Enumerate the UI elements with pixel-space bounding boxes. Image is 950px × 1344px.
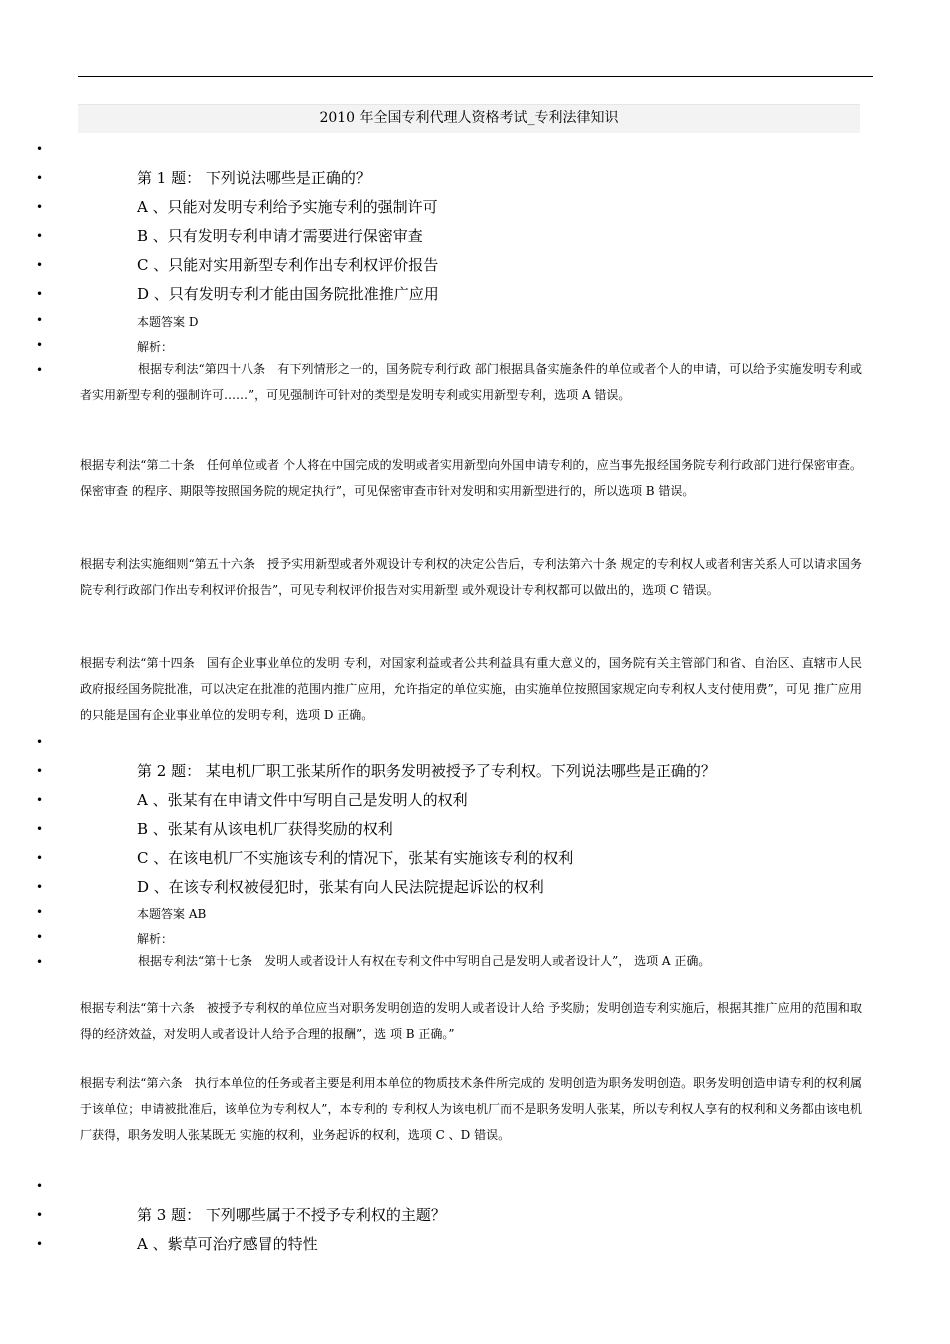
analysis-label: 解析： — [137, 340, 174, 354]
list-bullet: • — [36, 764, 44, 778]
list-bullet: • — [36, 200, 44, 214]
analysis-paragraph: 根据专利法“第六条 执行本单位的任务或者主要是利用本单位的物质技术条件所完成的 发明创造为职务发明创造。职务发明创造申请专利的权利属于该单位；申请被批准后，该单位为专利权人”，本专利的 专利权人为该电机厂而不是职务发明人张某，所以专利权人享有的权利和义务都由该电机厂获得，职务发明人张某既无 实施的权利，业务起诉的权利，选项 C 、D 错误。 — [80, 1076, 862, 1142]
option-c: C 、只能对实用新型专利作出专利权评价报告 — [137, 256, 439, 274]
option-b: B 、张某有从该电机厂获得奖励的权利 — [137, 820, 393, 838]
list-bullet: • — [36, 171, 44, 185]
option-b: B 、只有发明专利申请才需要进行保密审查 — [137, 227, 423, 245]
list-bullet: • — [36, 338, 44, 352]
document-title: 2010 年全国专利代理人资格考试_专利法律知识 — [78, 104, 860, 133]
option-d: D 、只有发明专利才能由国务院批准推广应用 — [137, 285, 439, 303]
option-a: A 、紫草可治疗感冒的特性 — [137, 1235, 318, 1253]
question-1: 第 1 题： 下列说法哪些是正确的？ — [137, 169, 371, 187]
list-bullet: • — [36, 955, 44, 969]
list-bullet: • — [36, 363, 44, 377]
question-2: 第 2 题： 某电机厂职工张某所作的职务发明被授予了专利权。下列说法哪些是正确的？ — [137, 762, 716, 780]
list-bullet: • — [36, 793, 44, 807]
analysis-paragraph: 根据专利法实施细则“第五十六条 授予实用新型或者外观设计专利权的决定公告后，专利法第六十条 规定的专利权人或者利害关系人可以请求国务院专利行政部门作出专利权评价报告”，可见专利权评价报告对实用新型 或外观设计专利权都可以做出的，选项 C 错误。 — [80, 557, 862, 597]
list-bullet: • — [36, 258, 44, 272]
list-bullet: • — [36, 1237, 44, 1251]
analysis-label: 解析： — [137, 932, 174, 946]
analysis-paragraph: 根据专利法“第十七条 发明人或者设计人有权在专利文件中写明自己是发明人或者设计人”， 选项 A 正确。 — [138, 954, 711, 968]
list-bullet: • — [36, 1208, 44, 1222]
analysis-paragraph: 根据专利法“第十六条 被授予专利权的单位应当对职务发明创造的发明人或者设计人给 予奖励；发明创造专利实施后，根据其推广应用的范围和取得的经济效益，对发明人或者设计人给予合理的报酬”，选 项 B 正确。” — [80, 1001, 862, 1041]
analysis-paragraph: 根据专利法“第十四条 国有企业事业单位的发明 专利，对国家利益或者公共利益具有重大意义的，国务院有关主管部门和省、自治区、直辖市人民政府报经国务院批准，可以决定在批准的范围内推广应用，允许指定的单位实施，由实施单位按照国家规定向专利权人支付使用费”，可见 推广应用的只能是国有企业事业单位的发明专利，选项 D 正确。 — [80, 656, 862, 722]
list-bullet: • — [36, 822, 44, 836]
top-rule — [78, 76, 873, 77]
list-bullet: • — [36, 905, 44, 919]
option-c: C 、在该电机厂不实施该专利的情况下，张某有实施该专利的权利 — [137, 849, 574, 867]
list-bullet: • — [36, 142, 44, 156]
analysis-paragraph: 根据专利法“第四十八条 有下列情形之一的，国务院专利行政 部门根据具备实施条件的单位或者个人的申请，可以给予实施发明专利或者实用新型专利的强制许可……”，可见强制许可针对的类型是发明专利或实用新型专利，选项 A 错误。 — [80, 362, 862, 402]
list-bullet: • — [36, 930, 44, 944]
list-bullet: • — [36, 1179, 44, 1193]
analysis-paragraph: 根据专利法“第二十条 任何单位或者 个人将在中国完成的发明或者实用新型向外国申请专利的，应当事先报经国务院专利行政部门进行保密审查。保密审查 的程序、期限等按照国务院的规定执行”，可见保密审查市针对发明和实用新型进行的，所以选项 B 错误。 — [80, 458, 862, 498]
option-a: A 、张某有在申请文件中写明自己是发明人的权利 — [137, 791, 468, 809]
list-bullet: • — [36, 880, 44, 894]
option-d: D 、在该专利权被侵犯时，张某有向人民法院提起诉讼的权利 — [137, 878, 544, 896]
question-3: 第 3 题： 下列哪些属于不授予专利权的主题？ — [137, 1206, 446, 1224]
list-bullet: • — [36, 287, 44, 301]
list-bullet: • — [36, 735, 44, 749]
answer-text: 本题答案 D — [137, 315, 199, 329]
list-bullet: • — [36, 851, 44, 865]
answer-text: 本题答案 AB — [137, 907, 207, 921]
option-a: A 、只能对发明专利给予实施专利的强制许可 — [137, 198, 438, 216]
list-bullet: • — [36, 313, 44, 327]
list-bullet: • — [36, 229, 44, 243]
